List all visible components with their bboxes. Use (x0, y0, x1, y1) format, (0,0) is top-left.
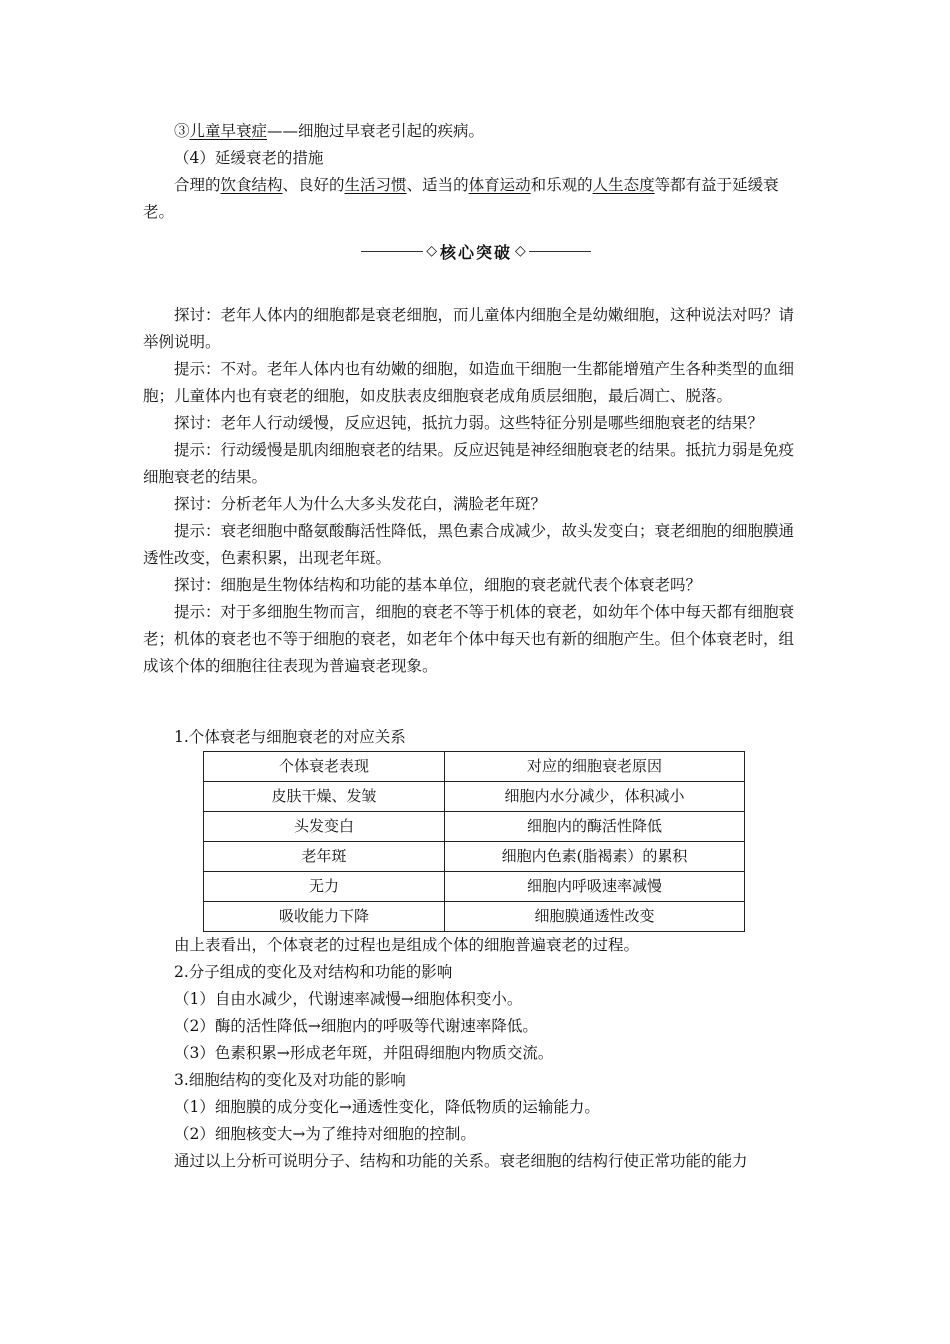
discussion-question: 探讨：老年人体内的细胞都是衰老细胞，而儿童体内细胞全是幼嫩细胞，这种说法对吗？请举例说明。 (143, 306, 795, 351)
list-item: （1）细胞膜的成分变化→通透性变化，降低物质的运输能力。 (174, 1098, 600, 1116)
table-row (204, 872, 745, 902)
diamond-icon: ◇ (426, 243, 437, 259)
underlined-term: 饮食结构 (220, 176, 283, 194)
delay-aging-paragraph: 合理的饮食结构、良好的生活习惯、适当的体育运动和乐观的人生态度等都有益于延缓衰老。 (143, 176, 779, 221)
table-header-cell: 个体衰老表现 (204, 752, 445, 782)
document-body (143, 118, 809, 1175)
discussion-hint: 提示：行动缓慢是肌肉细胞衰老的结果。反应迟钝是神经细胞衰老的结果。抵抗力弱是免疫细胞衰老的结果。 (143, 441, 795, 486)
table-cell: 细胞内色素(脂褐素）的累积 (445, 842, 745, 872)
table-row (204, 902, 745, 932)
subheading-delay-aging: （4）延缓衰老的措施 (174, 149, 324, 167)
table-cell: 细胞内呼吸速率减慢 (445, 872, 745, 902)
underlined-term: 体育运动 (468, 176, 531, 194)
table-cell: 无力 (204, 872, 445, 902)
underlined-term: 儿童早衰症 (189, 122, 268, 140)
underlined-term: 人生态度 (592, 176, 655, 194)
banner-title: 核心突破 (439, 242, 512, 262)
section-banner (143, 234, 809, 268)
discussion-question: 探讨：分析老年人为什么大多头发花白，满脸老年斑？ (174, 495, 547, 513)
table-row (204, 842, 745, 872)
table-header-row (204, 752, 745, 782)
closing-paragraph: 通过以上分析可说明分子、结构和功能的关系。衰老细胞的结构行使正常功能的能力 (174, 1152, 748, 1170)
circled-number: ③ (174, 122, 190, 140)
discussion-hint: 提示：对于多细胞生物而言，细胞的衰老不等于机体的衰老，如幼年个体中每天都有细胞衰老；机体的衰老也不等于细胞的衰老，如老年个体中每天也有新的细胞产生。但个体衰老时，组成该个体的细胞往往表现为普遍衰老现象。 (143, 603, 795, 675)
section-3-title: 3.细胞结构的变化及对功能的影响 (174, 1071, 406, 1089)
list-item: （3）色素积累→形成老年斑，并阻碍细胞内物质交流。 (174, 1044, 554, 1062)
table-summary: 由上表看出，个体衰老的过程也是组成个体的细胞普遍衰老的过程。 (174, 936, 640, 954)
banner-rule-right (529, 251, 591, 252)
list-item: （2）细胞核变大→为了维持对细胞的控制。 (174, 1125, 476, 1143)
aging-correspondence-table (203, 751, 745, 932)
table-cell: 老年斑 (204, 842, 445, 872)
section-2-title: 2.分子组成的变化及对结构和功能的影响 (174, 963, 453, 981)
definition-text: ——细胞过早衰老引起的疾病。 (267, 122, 485, 140)
table-row (204, 812, 745, 842)
list-item: （1）自由水减少，代谢速率减慢→细胞体积变小。 (174, 990, 523, 1008)
list-item: （2）酶的活性降低→细胞内的呼吸等代谢速率降低。 (174, 1017, 538, 1035)
table-row (204, 782, 745, 812)
table-cell: 细胞膜通透性改变 (445, 902, 745, 932)
progeria-line (143, 118, 809, 145)
table-cell: 头发变白 (204, 812, 445, 842)
diamond-icon: ◇ (515, 243, 526, 259)
table-cell: 细胞内的酶活性降低 (445, 812, 745, 842)
table-cell: 细胞内水分减少，体积减小 (445, 782, 745, 812)
table-header-cell: 对应的细胞衰老原因 (445, 752, 745, 782)
discussion-question: 探讨：细胞是生物体结构和功能的基本单位，细胞的衰老就代表个体衰老吗？ (174, 576, 702, 594)
banner-rule-left (361, 251, 423, 252)
discussion-hint: 提示：衰老细胞中酪氨酸酶活性降低，黑色素合成减少，故头发变白；衰老细胞的细胞膜通透性改变，色素积累，出现老年斑。 (143, 522, 795, 567)
discussion-hint: 提示：不对。老年人体内也有幼嫩的细胞，如造血干细胞一生都能增殖产生各种类型的血细胞；儿童体内也有衰老的细胞，如皮肤表皮细胞衰老成角质层细胞，最后凋亡、脱落。 (143, 360, 795, 405)
section-1-title: 1.个体衰老与细胞衰老的对应关系 (174, 728, 406, 746)
underlined-term: 生活习惯 (344, 176, 407, 194)
table-cell: 吸收能力下降 (204, 902, 445, 932)
table-cell: 皮肤干燥、发皱 (204, 782, 445, 812)
discussion-question: 探讨：老年人行动缓慢，反应迟钝，抵抗力弱。这些特征分别是哪些细胞衰老的结果？ (174, 414, 764, 432)
